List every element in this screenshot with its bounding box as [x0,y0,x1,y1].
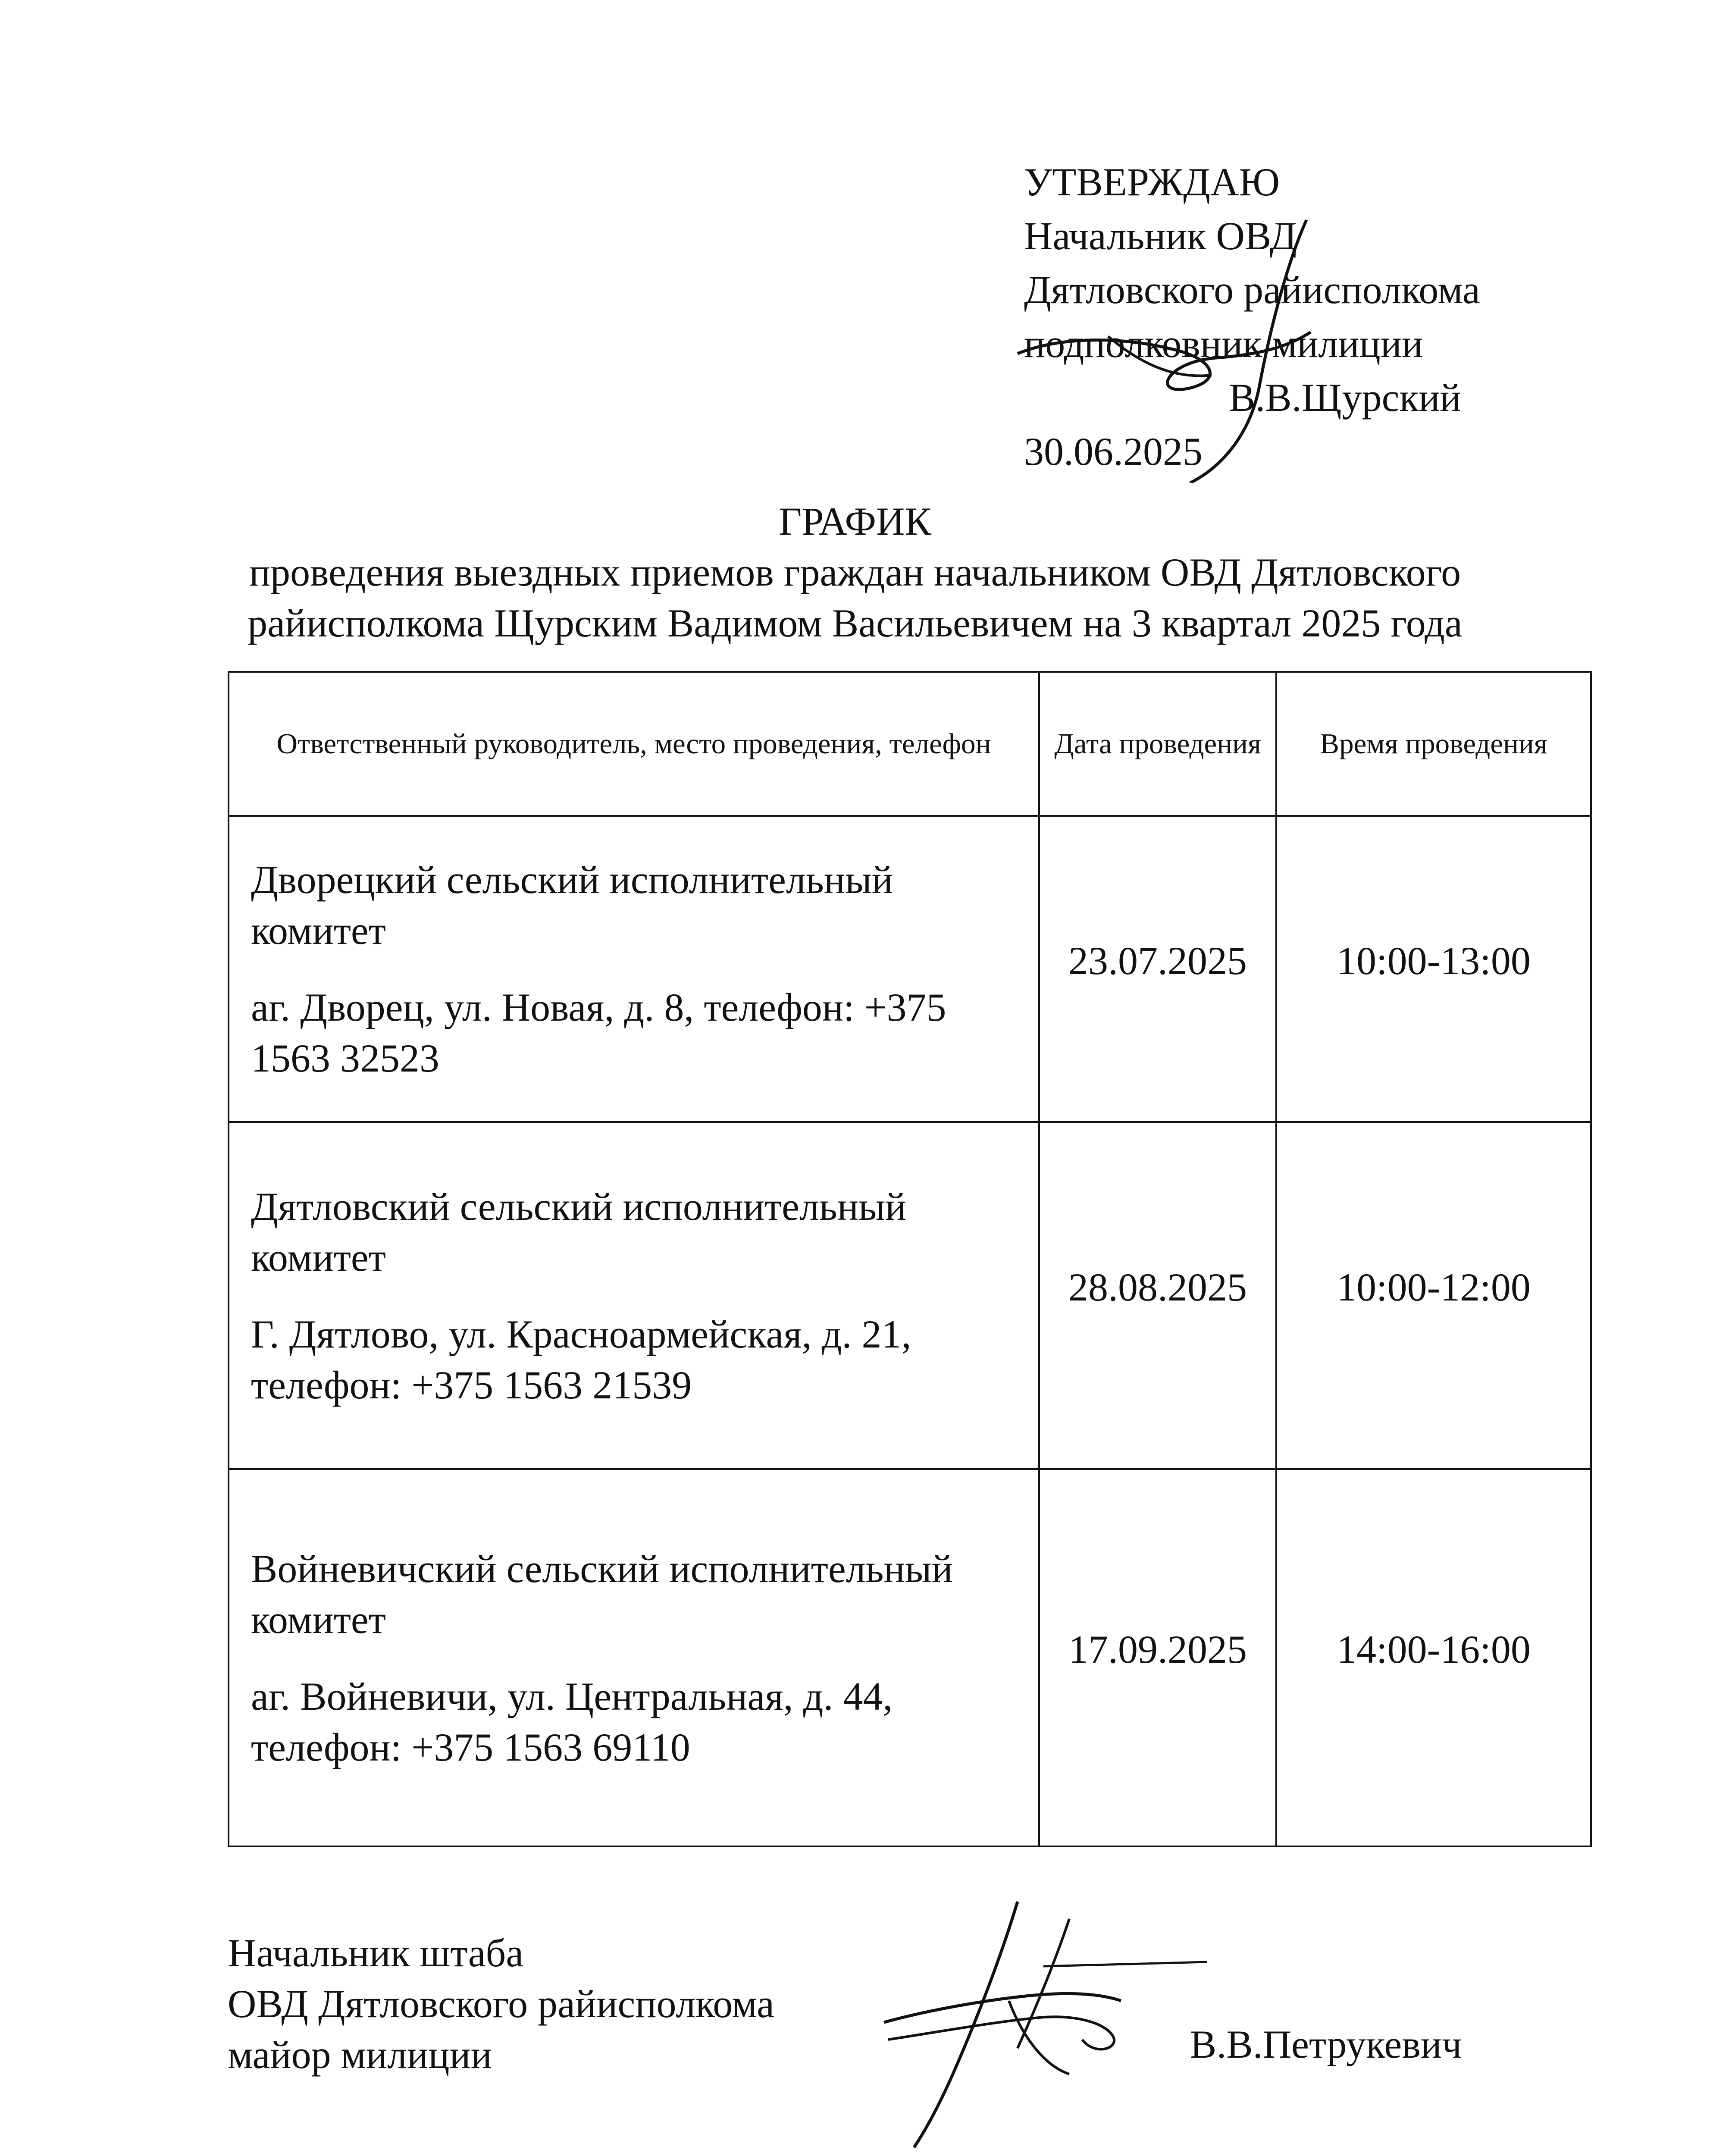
row-date: 17.09.2025 [1039,1469,1276,1846]
footer-position: Начальник штаба [228,1931,524,1975]
approval-date: 30.06.2025 [1024,429,1203,473]
row-place: Дворецкий сельский исполнительный комитет [251,858,893,953]
footer-name: В.В.Петрукевич [1190,2022,1462,2066]
row-address: аг. Войневичи, ул. Центральная, д. 44, телефон: +375 1563 69110 [251,1674,893,1769]
footer-signature [880,1893,1259,2152]
approval-signature [1009,207,1337,483]
document-title-block [0,496,1710,649]
approval-rank: подполковник милиции [1024,322,1423,366]
approval-heading: УТВЕРЖДАЮ [1024,160,1280,204]
row-place-cell [229,1122,1039,1469]
document-title: ГРАФИК [779,499,931,543]
row-place: Войневичский сельский исполнительный комитет [251,1546,953,1642]
header-time: Время проведения [1276,672,1591,816]
row-time: 10:00-13:00 [1276,816,1591,1122]
schedule-table [228,671,1592,1847]
row-place: Дятловский сельский исполнительный комитет [251,1184,907,1279]
approval-signer: В.В.Щурский [1229,376,1461,420]
table-row [229,1469,1591,1846]
header-date: Дата проведения [1039,672,1276,816]
row-place-cell [229,816,1039,1122]
row-time: 14:00-16:00 [1276,1469,1591,1846]
table-header-row [229,672,1591,816]
approval-position: Начальник ОВД [1024,214,1297,258]
header-place: Ответственный руководитель, место проведения, телефон [229,672,1039,816]
row-date: 23.07.2025 [1039,816,1276,1122]
row-place-cell [229,1469,1039,1846]
row-address: Г. Дятлово, ул. Красноармейская, д. 21, телефон: +375 1563 21539 [251,1312,911,1407]
row-time: 10:00-12:00 [1276,1122,1591,1469]
document-subtitle: проведения выездных приемов граждан начальником ОВД Дятловского райисполкома Щурским Вадимом Васильевичем на 3 квартал 2025 года [247,550,1463,645]
footer-organization: ОВД Дятловского райисполкома [228,1982,774,2026]
approval-organization: Дятловского райисполкома [1024,268,1480,312]
table-row [229,1122,1591,1469]
row-address: аг. Дворец, ул. Новая, д. 8, телефон: +375 1563 32523 [251,985,946,1080]
row-date: 28.08.2025 [1039,1122,1276,1469]
footer-signatory [228,1927,774,2080]
table-row [229,816,1591,1122]
footer-rank: майор милиции [228,2033,492,2077]
